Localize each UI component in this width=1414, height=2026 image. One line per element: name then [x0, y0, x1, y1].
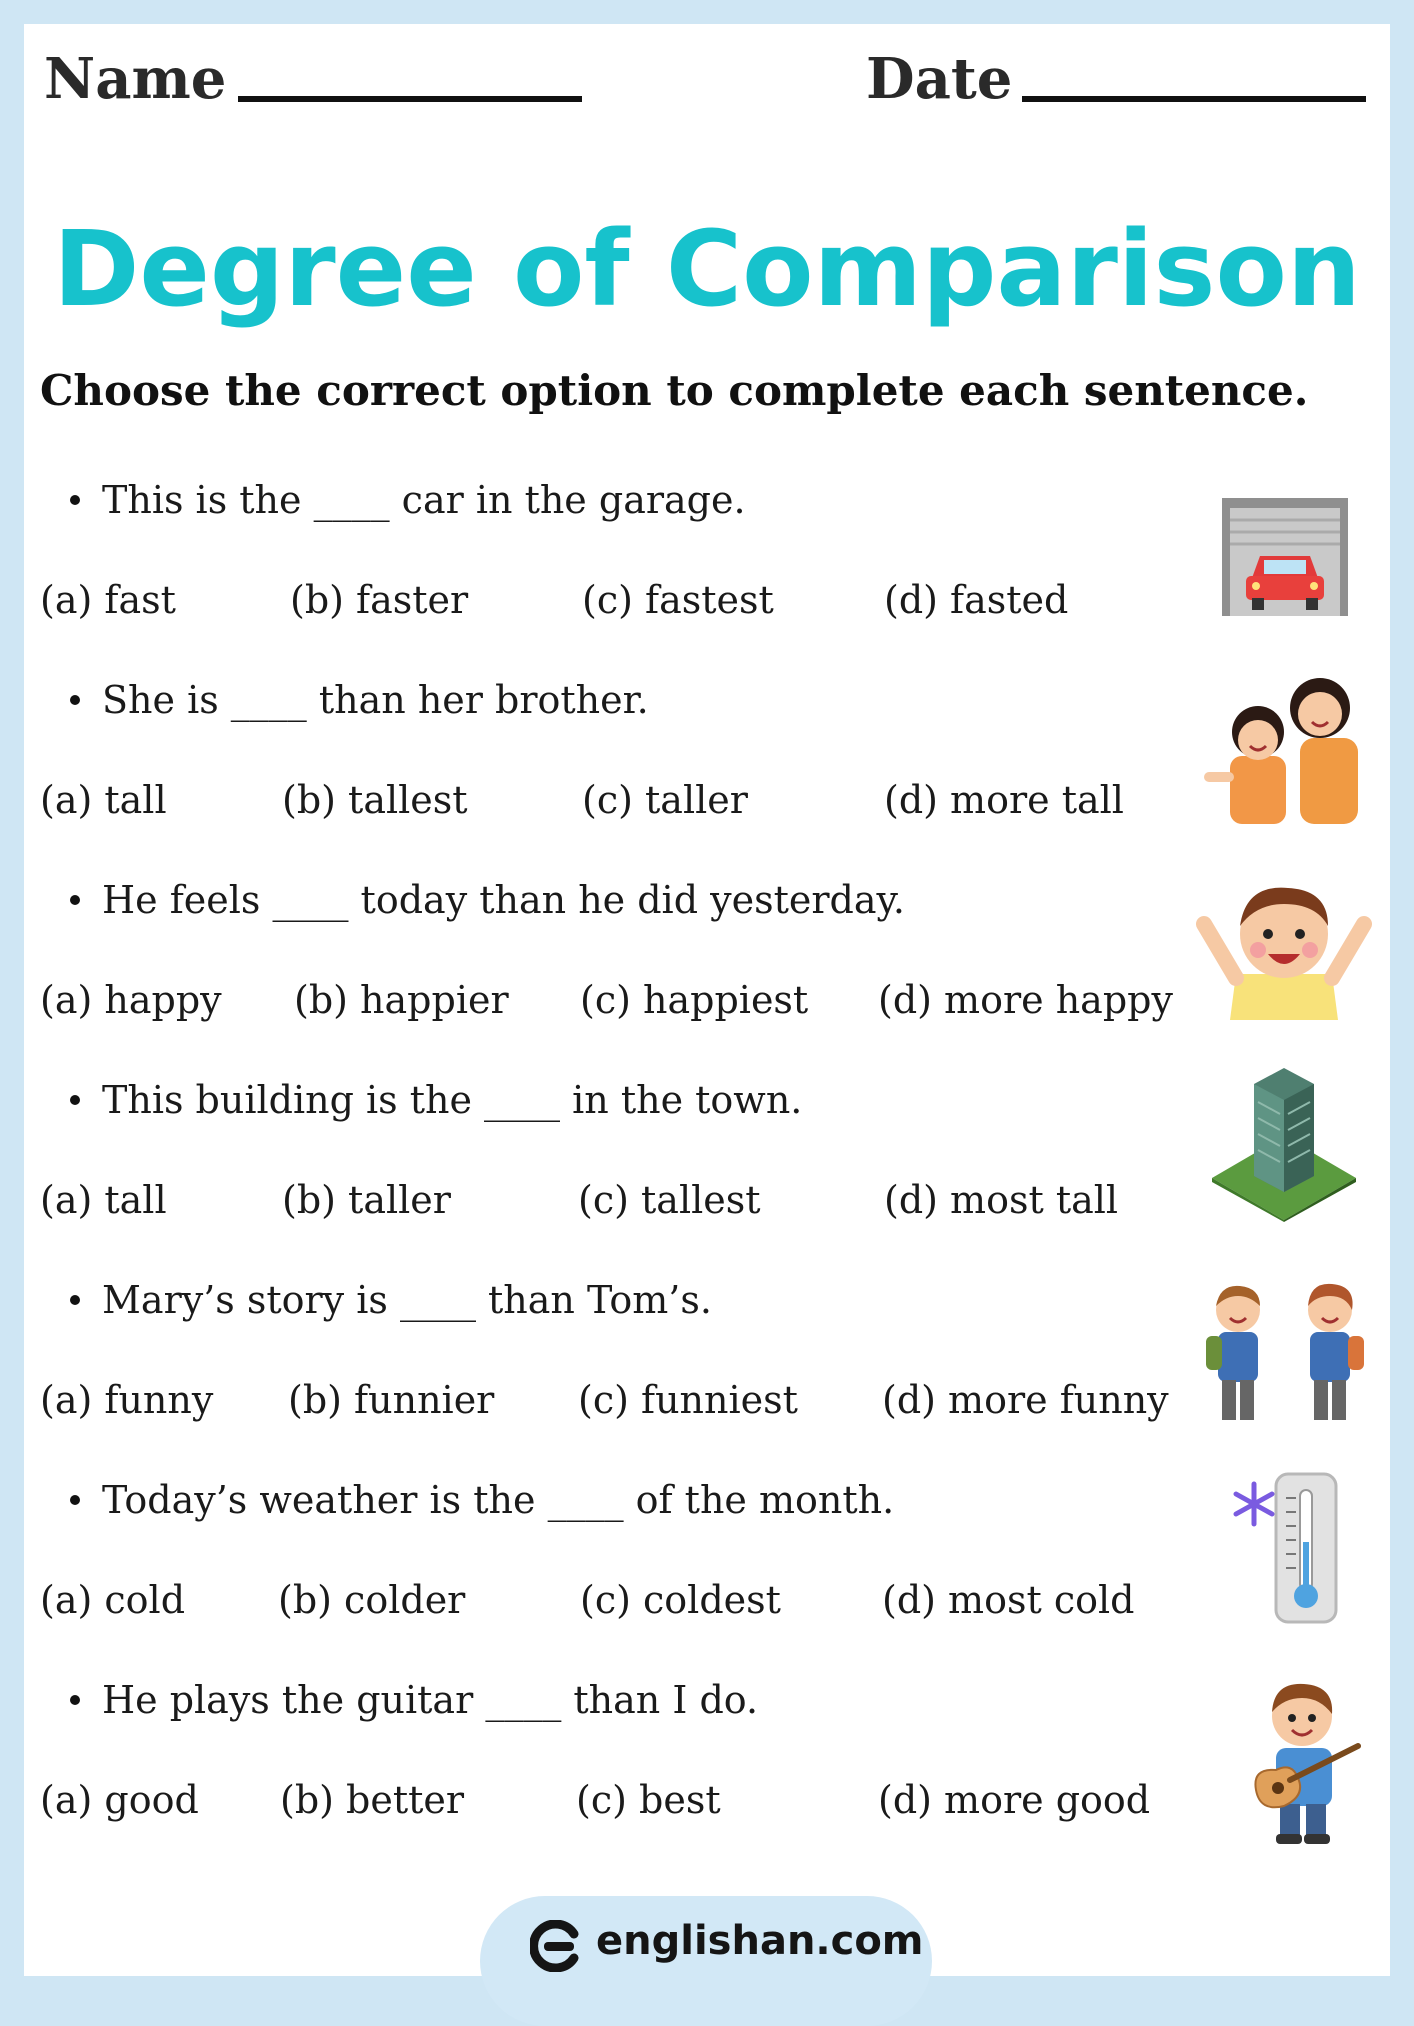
option-1c[interactable]: (c) fastest	[582, 578, 774, 622]
option-5c[interactable]: (c) funniest	[578, 1378, 798, 1422]
bullet-icon	[70, 1295, 80, 1305]
date-label: Date	[866, 46, 1013, 112]
option-3a[interactable]: (a) happy	[40, 978, 222, 1022]
option-2b[interactable]: (b) tallest	[282, 778, 468, 822]
option-5a[interactable]: (a) funny	[40, 1378, 214, 1422]
option-4c[interactable]: (c) tallest	[578, 1178, 761, 1222]
option-5d[interactable]: (d) more funny	[882, 1378, 1169, 1422]
car-garage-icon	[1222, 498, 1348, 616]
bullet-icon	[70, 495, 80, 505]
option-2c[interactable]: (c) taller	[582, 778, 748, 822]
question-5-sentence: Mary’s story is ____ than Tom’s.	[102, 1278, 712, 1322]
option-2a[interactable]: (a) tall	[40, 778, 167, 822]
option-7b[interactable]: (b) better	[280, 1778, 465, 1822]
page-title: Degree of Comparison	[53, 208, 1361, 330]
question-1	[70, 478, 746, 522]
question-4-sentence: This building is the ____ in the town.	[102, 1078, 803, 1122]
bullet-icon	[70, 895, 80, 905]
siblings-icon	[1200, 668, 1368, 824]
question-6-sentence: Today’s weather is the ____ of the month.	[102, 1478, 895, 1522]
option-1b[interactable]: (b) faster	[290, 578, 469, 622]
option-1a[interactable]: (a) fast	[40, 578, 176, 622]
question-3-sentence: He feels ____ today than he did yesterday.	[102, 878, 905, 922]
option-2d[interactable]: (d) more tall	[884, 778, 1124, 822]
footer-site-link[interactable]: englishan.com	[596, 1918, 924, 1964]
option-1d[interactable]: (d) fasted	[884, 578, 1069, 622]
bullet-icon	[70, 1695, 80, 1705]
option-5b[interactable]: (b) funnier	[288, 1378, 495, 1422]
option-4a[interactable]: (a) tall	[40, 1178, 167, 1222]
bullet-icon	[70, 1095, 80, 1105]
option-6d[interactable]: (d) most cold	[882, 1578, 1135, 1622]
building-icon	[1210, 1066, 1358, 1222]
date-line	[1022, 96, 1366, 102]
question-3	[70, 878, 905, 922]
happy-boy-icon	[1196, 874, 1372, 1020]
option-7c[interactable]: (c) best	[576, 1778, 721, 1822]
question-7	[70, 1678, 758, 1722]
question-1-sentence: This is the ____ car in the garage.	[102, 478, 746, 522]
question-4	[70, 1078, 802, 1122]
option-7a[interactable]: (a) good	[40, 1778, 199, 1822]
two-kids-icon	[1200, 1276, 1370, 1422]
option-4d[interactable]: (d) most tall	[884, 1178, 1119, 1222]
question-5	[70, 1278, 712, 1322]
name-label: Name	[44, 46, 227, 112]
thermometer-icon	[1230, 1472, 1344, 1624]
option-6a[interactable]: (a) cold	[40, 1578, 186, 1622]
name-line	[238, 96, 582, 102]
option-6c[interactable]: (c) coldest	[580, 1578, 781, 1622]
instruction-text: Choose the correct option to complete each sentence.	[40, 366, 1309, 415]
option-3c[interactable]: (c) happiest	[580, 978, 809, 1022]
option-3d[interactable]: (d) more happy	[878, 978, 1173, 1022]
question-2	[70, 678, 649, 722]
question-7-sentence: He plays the guitar ____ than I do.	[102, 1678, 759, 1722]
question-2-sentence: She is ____ than her brother.	[102, 678, 649, 722]
guitar-boy-icon	[1246, 1672, 1366, 1844]
option-4b[interactable]: (b) taller	[282, 1178, 451, 1222]
option-7d[interactable]: (d) more good	[878, 1778, 1151, 1822]
englishan-logo-icon	[530, 1920, 582, 1972]
question-6	[70, 1478, 894, 1522]
bullet-icon	[70, 695, 80, 705]
option-3b[interactable]: (b) happier	[294, 978, 509, 1022]
option-6b[interactable]: (b) colder	[278, 1578, 466, 1622]
bullet-icon	[70, 1495, 80, 1505]
